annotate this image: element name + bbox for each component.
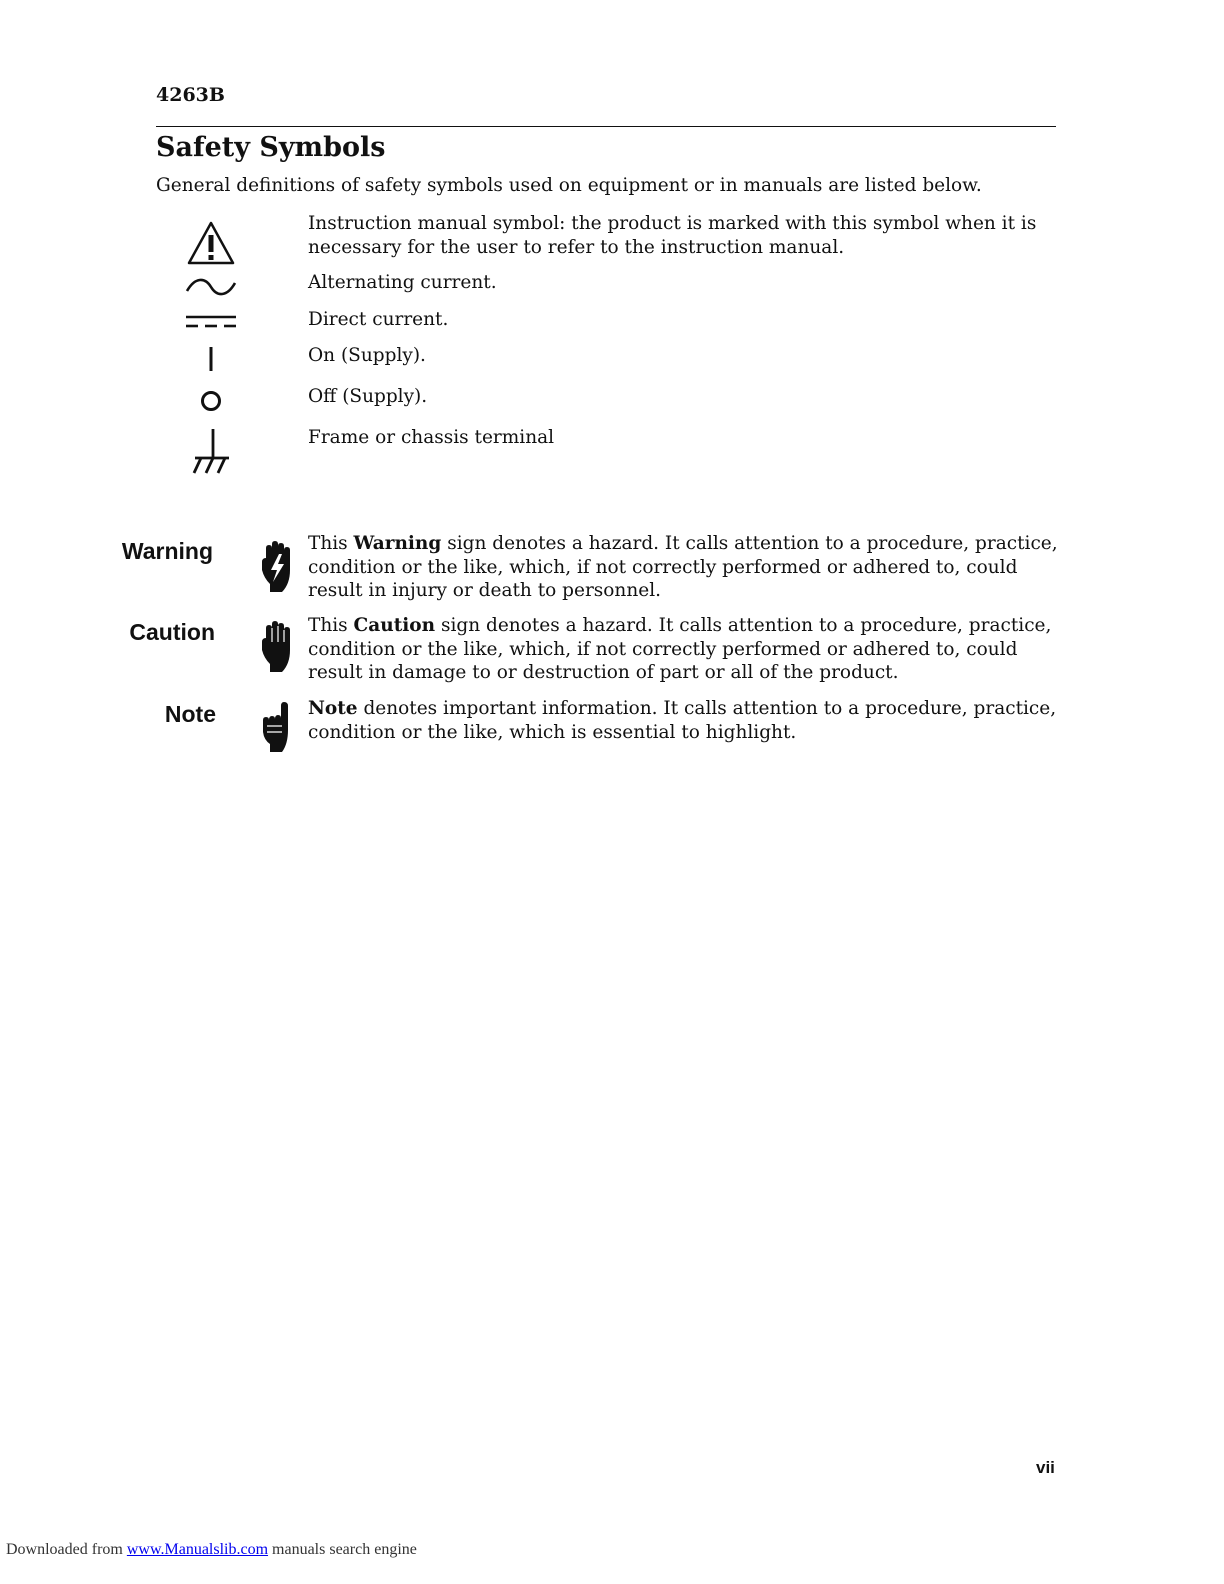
manualslib-link[interactable]: www.Manualslib.com bbox=[126, 1541, 269, 1558]
note-label: Note bbox=[164, 701, 216, 727]
caution-text bbox=[308, 614, 1058, 685]
alternating-current-icon bbox=[181, 277, 241, 297]
caution-keyword: Caution bbox=[353, 615, 436, 636]
symbol-description: Instruction manual symbol: the product is marked with this symbol when it is necessary for the user to refer to the instruction manual. bbox=[308, 213, 1037, 258]
footer-prefix: Downloaded from bbox=[6, 1541, 127, 1558]
chassis-ground-icon bbox=[181, 428, 241, 476]
warning-body: sign denotes a hazard. It calls attention to a procedure, practice, condition or the like, which, if not correctly performed or adhered to, could result in injury or death to personnel. bbox=[308, 533, 1058, 601]
pointing-hand-icon bbox=[260, 700, 298, 758]
caution-prefix: This bbox=[308, 615, 354, 636]
download-footer bbox=[6, 1541, 417, 1559]
symbol-description: Direct current. bbox=[308, 309, 449, 330]
direct-current-icon bbox=[181, 314, 241, 330]
caution-body: sign denotes a hazard. It calls attention to a procedure, practice, condition or the like, which, if not correctly performed or adhered to, could result in damage to or destruction of part or all of the product. bbox=[308, 615, 1052, 683]
warning-label: Warning bbox=[121, 538, 213, 564]
power-off-icon bbox=[181, 389, 241, 413]
warning-keyword: Warning bbox=[353, 533, 442, 554]
warning-triangle-icon bbox=[181, 220, 241, 266]
lightning-hand-icon bbox=[260, 540, 298, 598]
symbol-description: Alternating current. bbox=[308, 272, 497, 293]
stop-hand-icon bbox=[260, 620, 298, 678]
footer-suffix: manuals search engine bbox=[268, 1541, 417, 1558]
note-text bbox=[308, 697, 1058, 744]
symbol-description: Off (Supply). bbox=[308, 386, 428, 407]
warning-prefix: This bbox=[308, 533, 354, 554]
page-title: Safety Symbols bbox=[156, 132, 386, 163]
caution-label: Caution bbox=[129, 619, 215, 645]
page-number: vii bbox=[1036, 1458, 1055, 1477]
symbol-description: On (Supply). bbox=[308, 345, 426, 366]
warning-text bbox=[308, 532, 1058, 603]
note-keyword: Note bbox=[308, 698, 358, 719]
intro-paragraph: General definitions of safety symbols used on equipment or in manuals are listed below. bbox=[156, 175, 982, 196]
note-body: denotes important information. It calls attention to a procedure, practice, condition or the like, which is essential to highlight. bbox=[308, 698, 1057, 743]
header-divider bbox=[156, 126, 1056, 127]
document-model-header: 4263B bbox=[156, 84, 225, 106]
symbol-description: Frame or chassis terminal bbox=[308, 427, 555, 448]
power-on-icon bbox=[181, 346, 241, 372]
